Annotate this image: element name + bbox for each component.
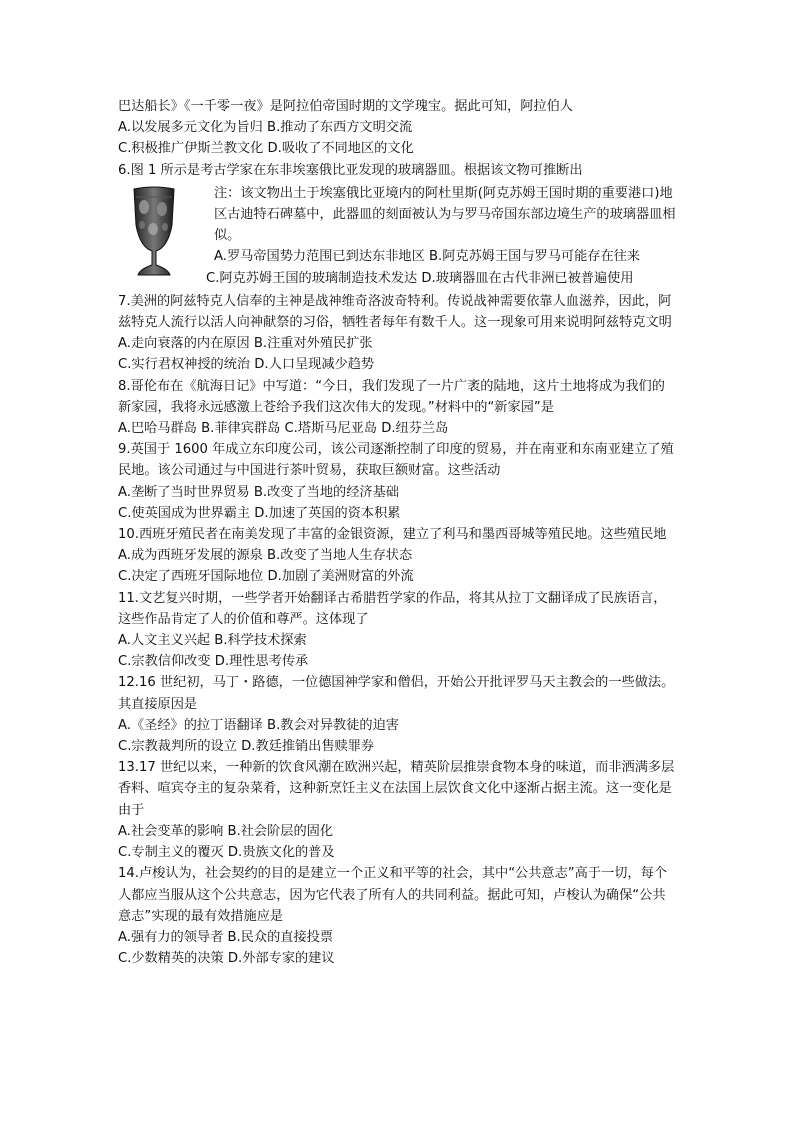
q7-stem: 7.美洲的阿兹特克人信奉的主神是战神维奇洛波奇特利。传说战神需要依靠人血滋养，因此，阿兹特克人流行以活人向神献祭的习俗，牺牲者每年有数千人。这一现象可用来说明阿兹特克文明: [118, 293, 672, 331]
q6-stem: 6.图 1 所示是考古学家在东非埃塞俄比亚发现的玻璃器皿。根据该文物可推断出: [118, 162, 583, 178]
q8-options: A.巴哈马群岛 B.菲律宾群岛 C.塔斯马尼亚岛 D.纽芬兰岛: [118, 421, 449, 437]
q5-stem-tail: 巴达船长》《一千零一夜》是阿拉伯帝国时期的文学瑰宝。据此可知，阿拉伯人: [118, 99, 573, 114]
q11-option-cd: C.宗教信仰改变 D.理性思考传承: [118, 654, 309, 670]
q12-option-ab: A.《圣经》的拉丁语翻译 B.教会对异教徒的迫害: [118, 717, 399, 733]
q8-stem: 8.哥伦布在《航海日记》中写道：“今日，我们发现了一片广袤的陆地，这片土地将成为我们的新家园，我将永远感激上苍给予我们这次伟大的发现。”材料中的“新家园”是: [118, 378, 665, 415]
q5-option-cd: C.积极推广伊斯兰教文化 D.吸收了不同地区的文化: [118, 141, 414, 157]
q6-figure-block: [118, 183, 678, 291]
q6-option-cd: C.阿克苏姆王国的玻璃制造技术发达 D.玻璃器皿在古代非洲已被普遍使用: [206, 270, 634, 286]
q13-stem: 13.17 世纪以来，一种新的饮食风潮在欧洲兴起，精英阶层推崇食物本身的味道，而非洒满多层香料、喧宾夺主的复杂菜肴，这种新烹饪主义在法国上层饮食文化中逐渐占据主流。这一变化是由于: [118, 760, 675, 818]
q14-stem: 14.卢梭认为，社会契约的目的是建立一个正义和平等的社会，其中“公共意志”高于一切，每个人都应当服从这个公共意志，因为它代表了所有人的共同利益。据此可知，卢梭认为确保“公共意志”实现的最有效措施应是: [118, 866, 667, 924]
q10-option-cd: C.决定了西班牙国际地位 D.加剧了美洲财富的外流: [118, 569, 414, 585]
q6-note: [206, 183, 684, 289]
q9-option-cd: C.使英国成为世界霸主 D.加速了英国的资本积累: [118, 505, 401, 521]
q9-option-ab: A.垄断了当时世界贸易 B.改变了当地的经济基础: [118, 484, 399, 500]
q10-stem: 10.西班牙殖民者在南美发现了丰富的金银资源，建立了利马和墨西哥城等殖民地。这些殖民地: [118, 527, 667, 543]
q7-option-cd: C.实行君权神授的统治 D.人口呈现减少趋势: [118, 357, 375, 373]
q7-option-ab: A.走向衰落的内在原因 B.注重对外殖民扩张: [118, 336, 373, 352]
q6-option-ab: A.罗马帝国势力范围已到达东非地区 B.阿克苏姆王国与罗马可能存在往来: [214, 249, 641, 265]
q14-option-cd: C.少数精英的决策 D.外部专家的建议: [118, 951, 335, 967]
q6-note-text: 注：该文物出土于埃塞俄比亚境内的阿杜里斯(阿克苏姆王国时期的重要港口)地区古迪特石碑墓中，此器皿的刻面被认为与罗马帝国东部边境生产的玻璃器皿相似。: [214, 185, 676, 244]
glass-vessel-image: [128, 185, 180, 279]
q11-option-ab: A.人文主义兴起 B.科学技术探索: [118, 633, 307, 649]
q5-option-ab: A.以发展多元文化为旨归 B.推动了东西方文明交流: [118, 120, 413, 136]
q11-stem: 11.文艺复兴时期，一些学者开始翻译古希腊哲学家的作品，将其从拉丁文翻译成了民族语言，这些作品肯定了人的价值和尊严。这体现了: [118, 590, 667, 627]
q13-option-cd: C.专制主义的覆灭 D.贵族文化的普及: [118, 845, 335, 861]
q10-option-ab: A.成为西班牙发展的源泉 B.改变了当地人生存状态: [118, 548, 413, 564]
exam-page: [118, 96, 678, 969]
q13-option-ab: A.社会变革的影响 B.社会阶层的固化: [118, 823, 334, 839]
q14-option-ab: A.强有力的领导者 B.民众的直接投票: [118, 929, 334, 945]
q12-stem: 12.16 世纪初，马丁・路德，一位德国神学家和僧侣，开始公开批评罗马天主教会的一些做法。其直接原因是: [118, 675, 675, 712]
q9-stem: 9.英国于 1600 年成立东印度公司，该公司逐渐控制了印度的贸易，并在南亚和东南亚建立了殖民地。该公司通过与中国进行茶叶贸易，获取巨额财富。这些活动: [118, 442, 674, 479]
q12-option-cd: C.宗教裁判所的设立 D.教廷推销出售赎罪券: [118, 739, 375, 755]
